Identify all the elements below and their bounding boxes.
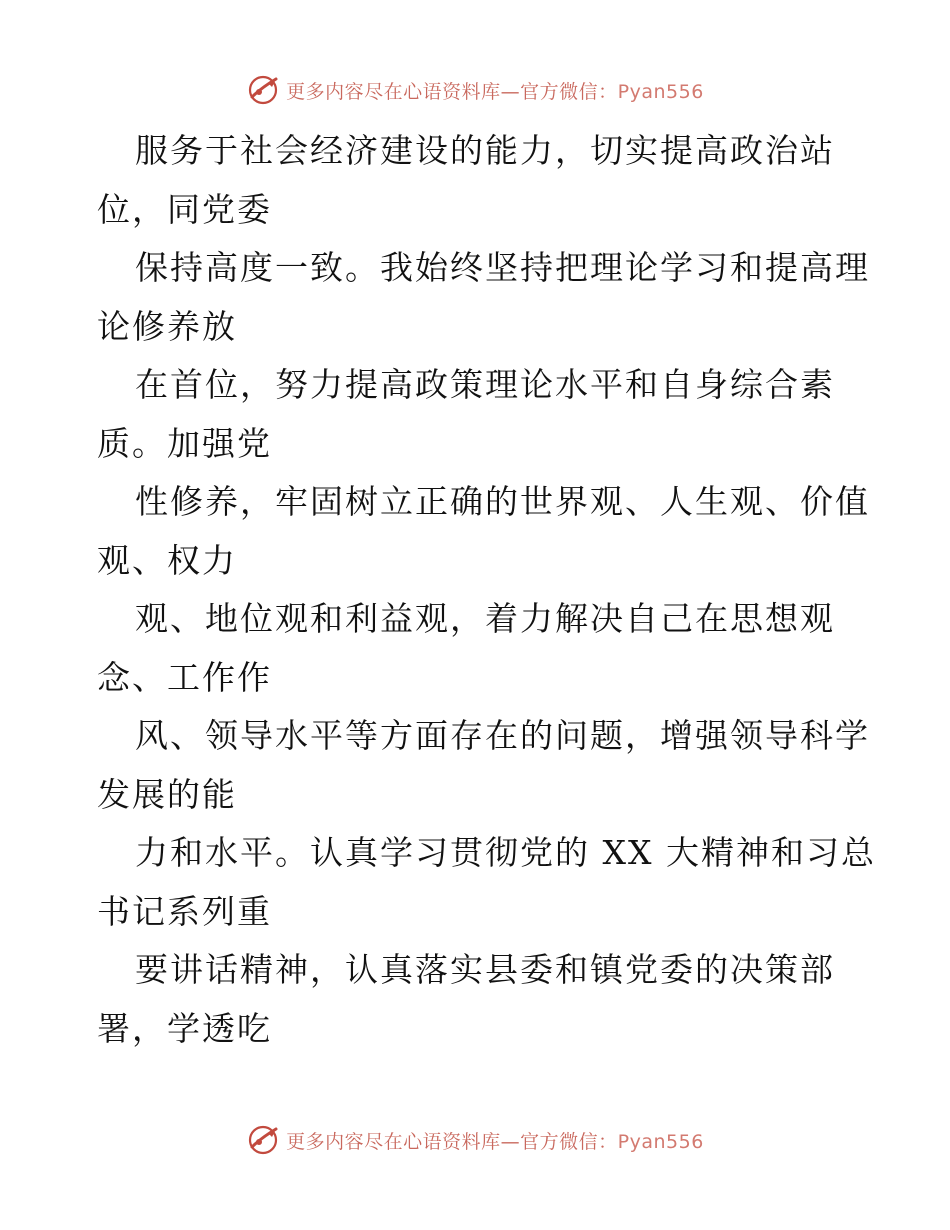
text-line: 位，同党委 [97,189,272,229]
text-line: 保持高度一致。我始终坚持把理论学习和提高理 [135,248,870,287]
text-line: 服务于社会经济建设的能力，切实提高政治站 [135,131,835,170]
watermark-text: 更多内容尽在心语资料库—官方微信：Pyan556 [286,1130,704,1153]
text-line: 念、工作作 [97,657,272,697]
text-line: 论修养放 [97,306,237,346]
footer-watermark [0,1120,950,1160]
text-line: 要讲话精神，认真落实县委和镇党委的决策部 [135,950,835,989]
document-body [97,122,876,1058]
text-line: 在首位，努力提高政策理论水平和自身综合素 [135,365,835,404]
pen-circle-logo-icon [246,1123,280,1157]
text-line: 发展的能 [97,774,237,814]
header-watermark [0,70,950,110]
text-line: 风、领导水平等方面存在的问题，增强领导科学 [135,716,870,755]
watermark-group [246,1123,704,1157]
text-line: 观、权力 [97,540,237,580]
watermark-text: 更多内容尽在心语资料库—官方微信：Pyan556 [286,80,704,103]
text-line: 书记系列重 [97,891,272,931]
text-line: 署，学透吃 [97,1008,272,1048]
text-line: 性修养，牢固树立正确的世界观、人生观、价值 [135,482,870,521]
text-line: 力和水平。认真学习贯彻党的 XX 大精神和习总 [135,833,876,872]
watermark-group [246,73,704,107]
text-line: 质。加强党 [97,423,272,463]
pen-circle-logo-icon [246,73,280,107]
text-line: 观、地位观和利益观，着力解决自己在思想观 [135,599,835,638]
